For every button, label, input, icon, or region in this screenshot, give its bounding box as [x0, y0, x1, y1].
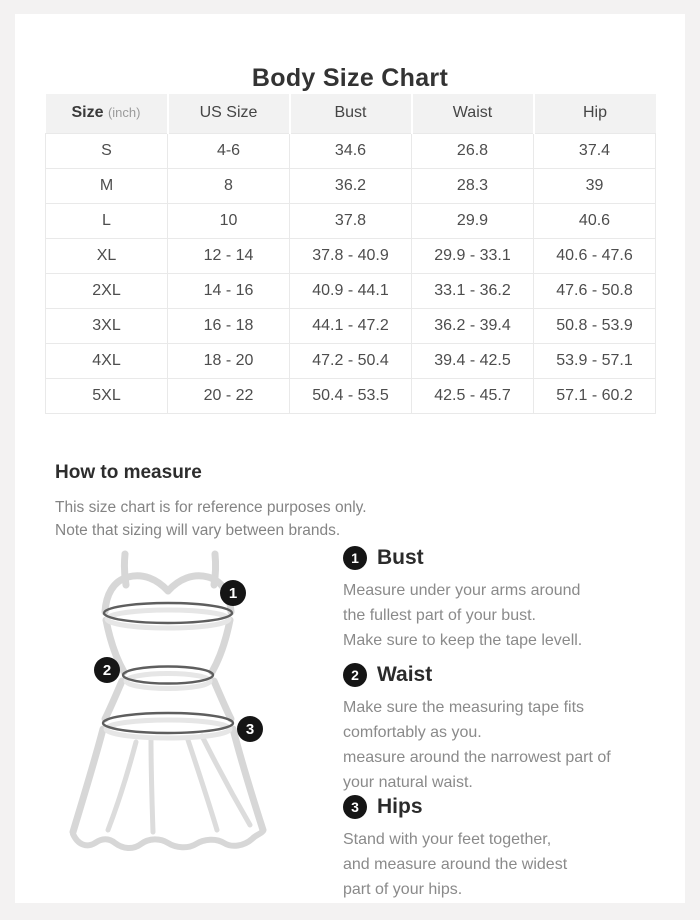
us-size-cell: 14 - 16 — [168, 273, 290, 308]
page-title: Body Size Chart — [251, 64, 449, 92]
size-cell: 4XL — [46, 343, 168, 378]
hips-instructions: Stand with your feet together, and measure around the widest part of your hips. — [343, 831, 568, 898]
us-size-cell: 20 - 22 — [168, 378, 290, 413]
hip-cell: 57.1 - 60.2 — [534, 378, 656, 413]
waist-section-title: Waist — [377, 663, 433, 686]
waist-cell: 29.9 — [412, 203, 534, 238]
dress-fold-lines — [108, 736, 250, 832]
waist-section-header — [343, 663, 688, 687]
col-header-bust: Bust — [290, 94, 412, 133]
hips-section — [343, 795, 688, 902]
bust-cell: 37.8 — [290, 203, 412, 238]
hip-cell: 50.8 - 53.9 — [534, 308, 656, 343]
us-size-cell: 16 - 18 — [168, 308, 290, 343]
table-row — [46, 133, 656, 168]
waist-section — [343, 663, 688, 795]
bust-cell: 50.4 - 53.5 — [290, 378, 412, 413]
col-header-us-size: US Size — [168, 94, 290, 133]
size-unit-label: (inch) — [107, 105, 141, 121]
hips-number: 3 — [351, 799, 359, 815]
table-row — [46, 343, 656, 378]
hips-section-header — [343, 795, 688, 819]
us-size-cell: 4-6 — [168, 133, 290, 168]
hip-cell: 40.6 - 47.6 — [534, 238, 656, 273]
col-header-hip: Hip — [534, 94, 656, 133]
us-size-cell: 12 - 14 — [168, 238, 290, 273]
size-cell: 2XL — [46, 273, 168, 308]
size-cell: 3XL — [46, 308, 168, 343]
bust-cell: 40.9 - 44.1 — [290, 273, 412, 308]
bust-number-badge — [343, 546, 367, 570]
waist-instructions: Make sure the measuring tape fits comfortably as you. measure around the narrowest part of your natural waist. — [343, 699, 611, 791]
bust-cell: 36.2 — [290, 168, 412, 203]
col-header-size — [46, 94, 168, 133]
table-row — [46, 168, 656, 203]
reference-note: This size chart is for reference purposes only. Note that sizing will vary between brands. — [55, 499, 367, 539]
waist-cell: 36.2 - 39.4 — [412, 308, 534, 343]
bust-instructions: Measure under your arms around the fullest part of your bust. Make sure to keep the tape levell. — [343, 582, 583, 649]
bust-marker-badge — [220, 580, 246, 606]
size-cell: M — [46, 168, 168, 203]
bust-cell: 37.8 - 40.9 — [290, 238, 412, 273]
waist-cell: 28.3 — [412, 168, 534, 203]
waist-number: 2 — [351, 667, 359, 683]
bust-section — [343, 546, 688, 653]
size-cell: S — [46, 133, 168, 168]
size-chart-card — [15, 14, 685, 903]
us-size-cell: 8 — [168, 168, 290, 203]
bust-cell: 47.2 - 50.4 — [290, 343, 412, 378]
how-to-measure-heading: How to measure — [55, 462, 202, 483]
size-cell: XL — [46, 238, 168, 273]
hip-cell: 53.9 - 57.1 — [534, 343, 656, 378]
waist-marker-number: 2 — [102, 661, 112, 679]
table-header-row — [46, 94, 656, 133]
hip-cell: 37.4 — [534, 133, 656, 168]
body-size-table — [45, 94, 656, 414]
size-cell: 5XL — [46, 378, 168, 413]
bust-marker-number: 1 — [228, 584, 238, 602]
us-size-cell: 18 - 20 — [168, 343, 290, 378]
waist-cell: 26.8 — [412, 133, 534, 168]
bust-cell: 34.6 — [290, 133, 412, 168]
hip-cell: 39 — [534, 168, 656, 203]
hip-marker-badge — [237, 716, 263, 742]
hips-number-badge — [343, 795, 367, 819]
size-header-label: Size — [71, 104, 104, 122]
bust-section-header — [343, 546, 688, 570]
hip-cell: 47.6 - 50.8 — [534, 273, 656, 308]
us-size-cell: 10 — [168, 203, 290, 238]
table-row — [46, 378, 656, 413]
table-row — [46, 308, 656, 343]
bust-number: 1 — [351, 550, 359, 566]
bust-cell: 44.1 - 47.2 — [290, 308, 412, 343]
hip-marker-number: 3 — [245, 720, 255, 738]
waist-cell: 29.9 - 33.1 — [412, 238, 534, 273]
waist-number-badge — [343, 663, 367, 687]
table-row — [46, 273, 656, 308]
size-cell: L — [46, 203, 168, 238]
waist-marker-badge — [94, 657, 120, 683]
waist-cell: 33.1 - 36.2 — [412, 273, 534, 308]
col-header-waist: Waist — [412, 94, 534, 133]
table-row — [46, 203, 656, 238]
hip-cell: 40.6 — [534, 203, 656, 238]
waist-cell: 39.4 - 42.5 — [412, 343, 534, 378]
waist-cell: 42.5 - 45.7 — [412, 378, 534, 413]
bust-section-title: Bust — [377, 546, 424, 569]
table-row — [46, 238, 656, 273]
dress-illustration — [50, 540, 300, 920]
hips-section-title: Hips — [377, 795, 423, 818]
